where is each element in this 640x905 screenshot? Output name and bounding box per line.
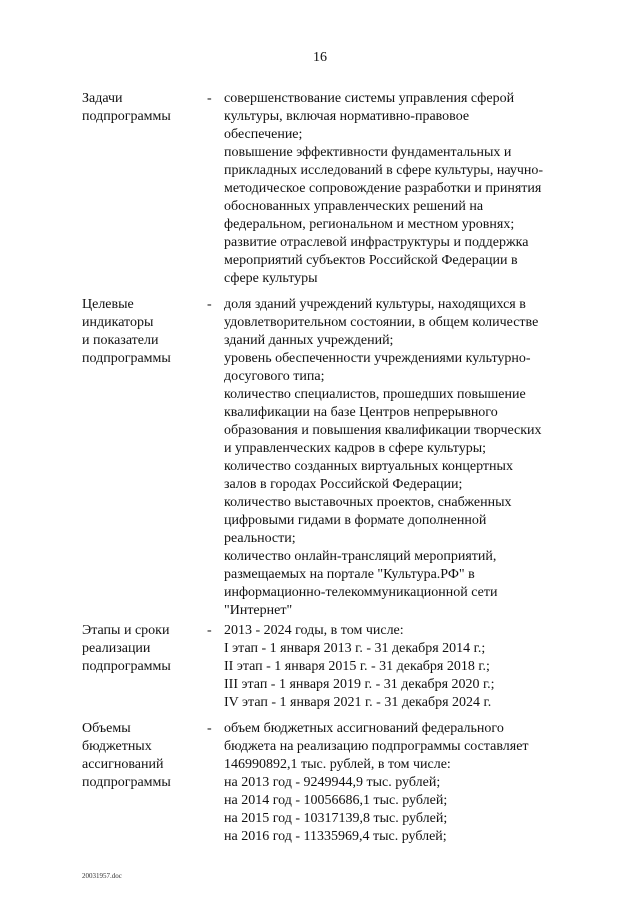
content-line: повышение эффективности фундаментальных и: [224, 145, 512, 160]
label-line: бюджетных: [82, 739, 152, 754]
content-line: методическое сопровождение разработки и принятия: [224, 181, 542, 196]
label-line: Целевые: [82, 297, 134, 312]
section-content: [224, 296, 584, 620]
content-line: на 2016 год - 11335969,4 тыс. рублей;: [224, 829, 447, 844]
section-label: [82, 296, 212, 368]
label-line: подпрограммы: [82, 109, 171, 124]
content-line: I этап - 1 января 2013 г. - 31 декабря 2014 г.;: [224, 641, 486, 656]
content-line: на 2014 год - 10056686,1 тыс. рублей;: [224, 793, 448, 808]
content-line: на 2013 год - 9249944,9 тыс. рублей;: [224, 775, 441, 790]
content-line: количество выставочных проектов, снабженных: [224, 495, 512, 510]
label-line: индикаторы: [82, 315, 154, 330]
section-content: [224, 720, 584, 846]
content-line: досугового типа;: [224, 369, 325, 384]
label-line: и показатели: [82, 333, 159, 348]
section-dash: -: [207, 91, 212, 106]
content-line: федеральном, региональном и местном уровнях;: [224, 217, 515, 232]
label-line: Этапы и сроки: [82, 623, 170, 638]
document-footer: 20031957.doc: [82, 872, 122, 880]
content-line: количество созданных виртуальных концертных: [224, 459, 513, 474]
content-line: квалификации на базе Центров непрерывного: [224, 405, 498, 420]
content-line: зданий данных учреждений;: [224, 333, 394, 348]
content-line: размещаемых на портале "Культура.РФ" в: [224, 567, 475, 582]
content-line: количество специалистов, прошедших повышение: [224, 387, 526, 402]
content-line: III этап - 1 января 2019 г. - 31 декабря 2020 г.;: [224, 677, 495, 692]
content-line: доля зданий учреждений культуры, находящихся в: [224, 297, 526, 312]
content-line: бюджета на реализацию подпрограммы составляет: [224, 739, 529, 754]
content-line: IV этап - 1 января 2021 г. - 31 декабря 2024 г.: [224, 695, 492, 710]
section-label: [82, 720, 212, 792]
label-line: Задачи: [82, 91, 123, 106]
section-label: [82, 622, 212, 676]
label-line: подпрограммы: [82, 775, 171, 790]
content-line: прикладных исследований в сфере культуры, научно-: [224, 163, 544, 178]
content-line: и управленческих кадров в сфере культуры;: [224, 441, 487, 456]
content-line: совершенствование системы управления сферой: [224, 91, 515, 106]
label-line: реализации: [82, 641, 151, 656]
section-dash: -: [207, 721, 212, 736]
section-dash: -: [207, 623, 212, 638]
content-line: 146990892,1 тыс. рублей, в том числе:: [224, 757, 451, 772]
content-line: мероприятий субъектов Российской Федерации в: [224, 253, 518, 268]
content-line: культуры, включая нормативно-правовое: [224, 109, 470, 124]
content-line: "Интернет": [224, 603, 293, 618]
content-line: развитие отраслевой инфраструктуры и поддержка: [224, 235, 529, 250]
content-line: на 2015 год - 10317139,8 тыс. рублей;: [224, 811, 448, 826]
content-line: информационно-телекоммуникационной сети: [224, 585, 498, 600]
content-line: залов в городах Российской Федерации;: [224, 477, 463, 492]
section-content: [224, 622, 584, 712]
content-line: II этап - 1 января 2015 г. - 31 декабря 2018 г.;: [224, 659, 490, 674]
section-label: [82, 90, 212, 126]
content-line: сфере культуры: [224, 271, 318, 286]
content-line: обеспечение;: [224, 127, 303, 142]
label-line: ассигнований: [82, 757, 164, 772]
content-line: уровень обеспеченности учреждениями культурно-: [224, 351, 531, 366]
content-line: 2013 - 2024 годы, в том числе:: [224, 623, 404, 638]
label-line: Объемы: [82, 721, 131, 736]
content-line: обоснованных управленческих решений на: [224, 199, 484, 214]
content-line: реальности;: [224, 531, 296, 546]
content-line: количество онлайн-трансляций мероприятий,: [224, 549, 497, 564]
page-number: 16: [313, 50, 327, 65]
content-line: образования и повышения квалификации творческих: [224, 423, 542, 438]
section-content: [224, 90, 584, 288]
section-dash: -: [207, 297, 212, 312]
label-line: подпрограммы: [82, 659, 171, 674]
content-line: цифровыми гидами в формате дополненной: [224, 513, 487, 528]
content-line: удовлетворительном состоянии, в общем количестве: [224, 315, 539, 330]
content-line: объем бюджетных ассигнований федерального: [224, 721, 504, 736]
label-line: подпрограммы: [82, 351, 171, 366]
